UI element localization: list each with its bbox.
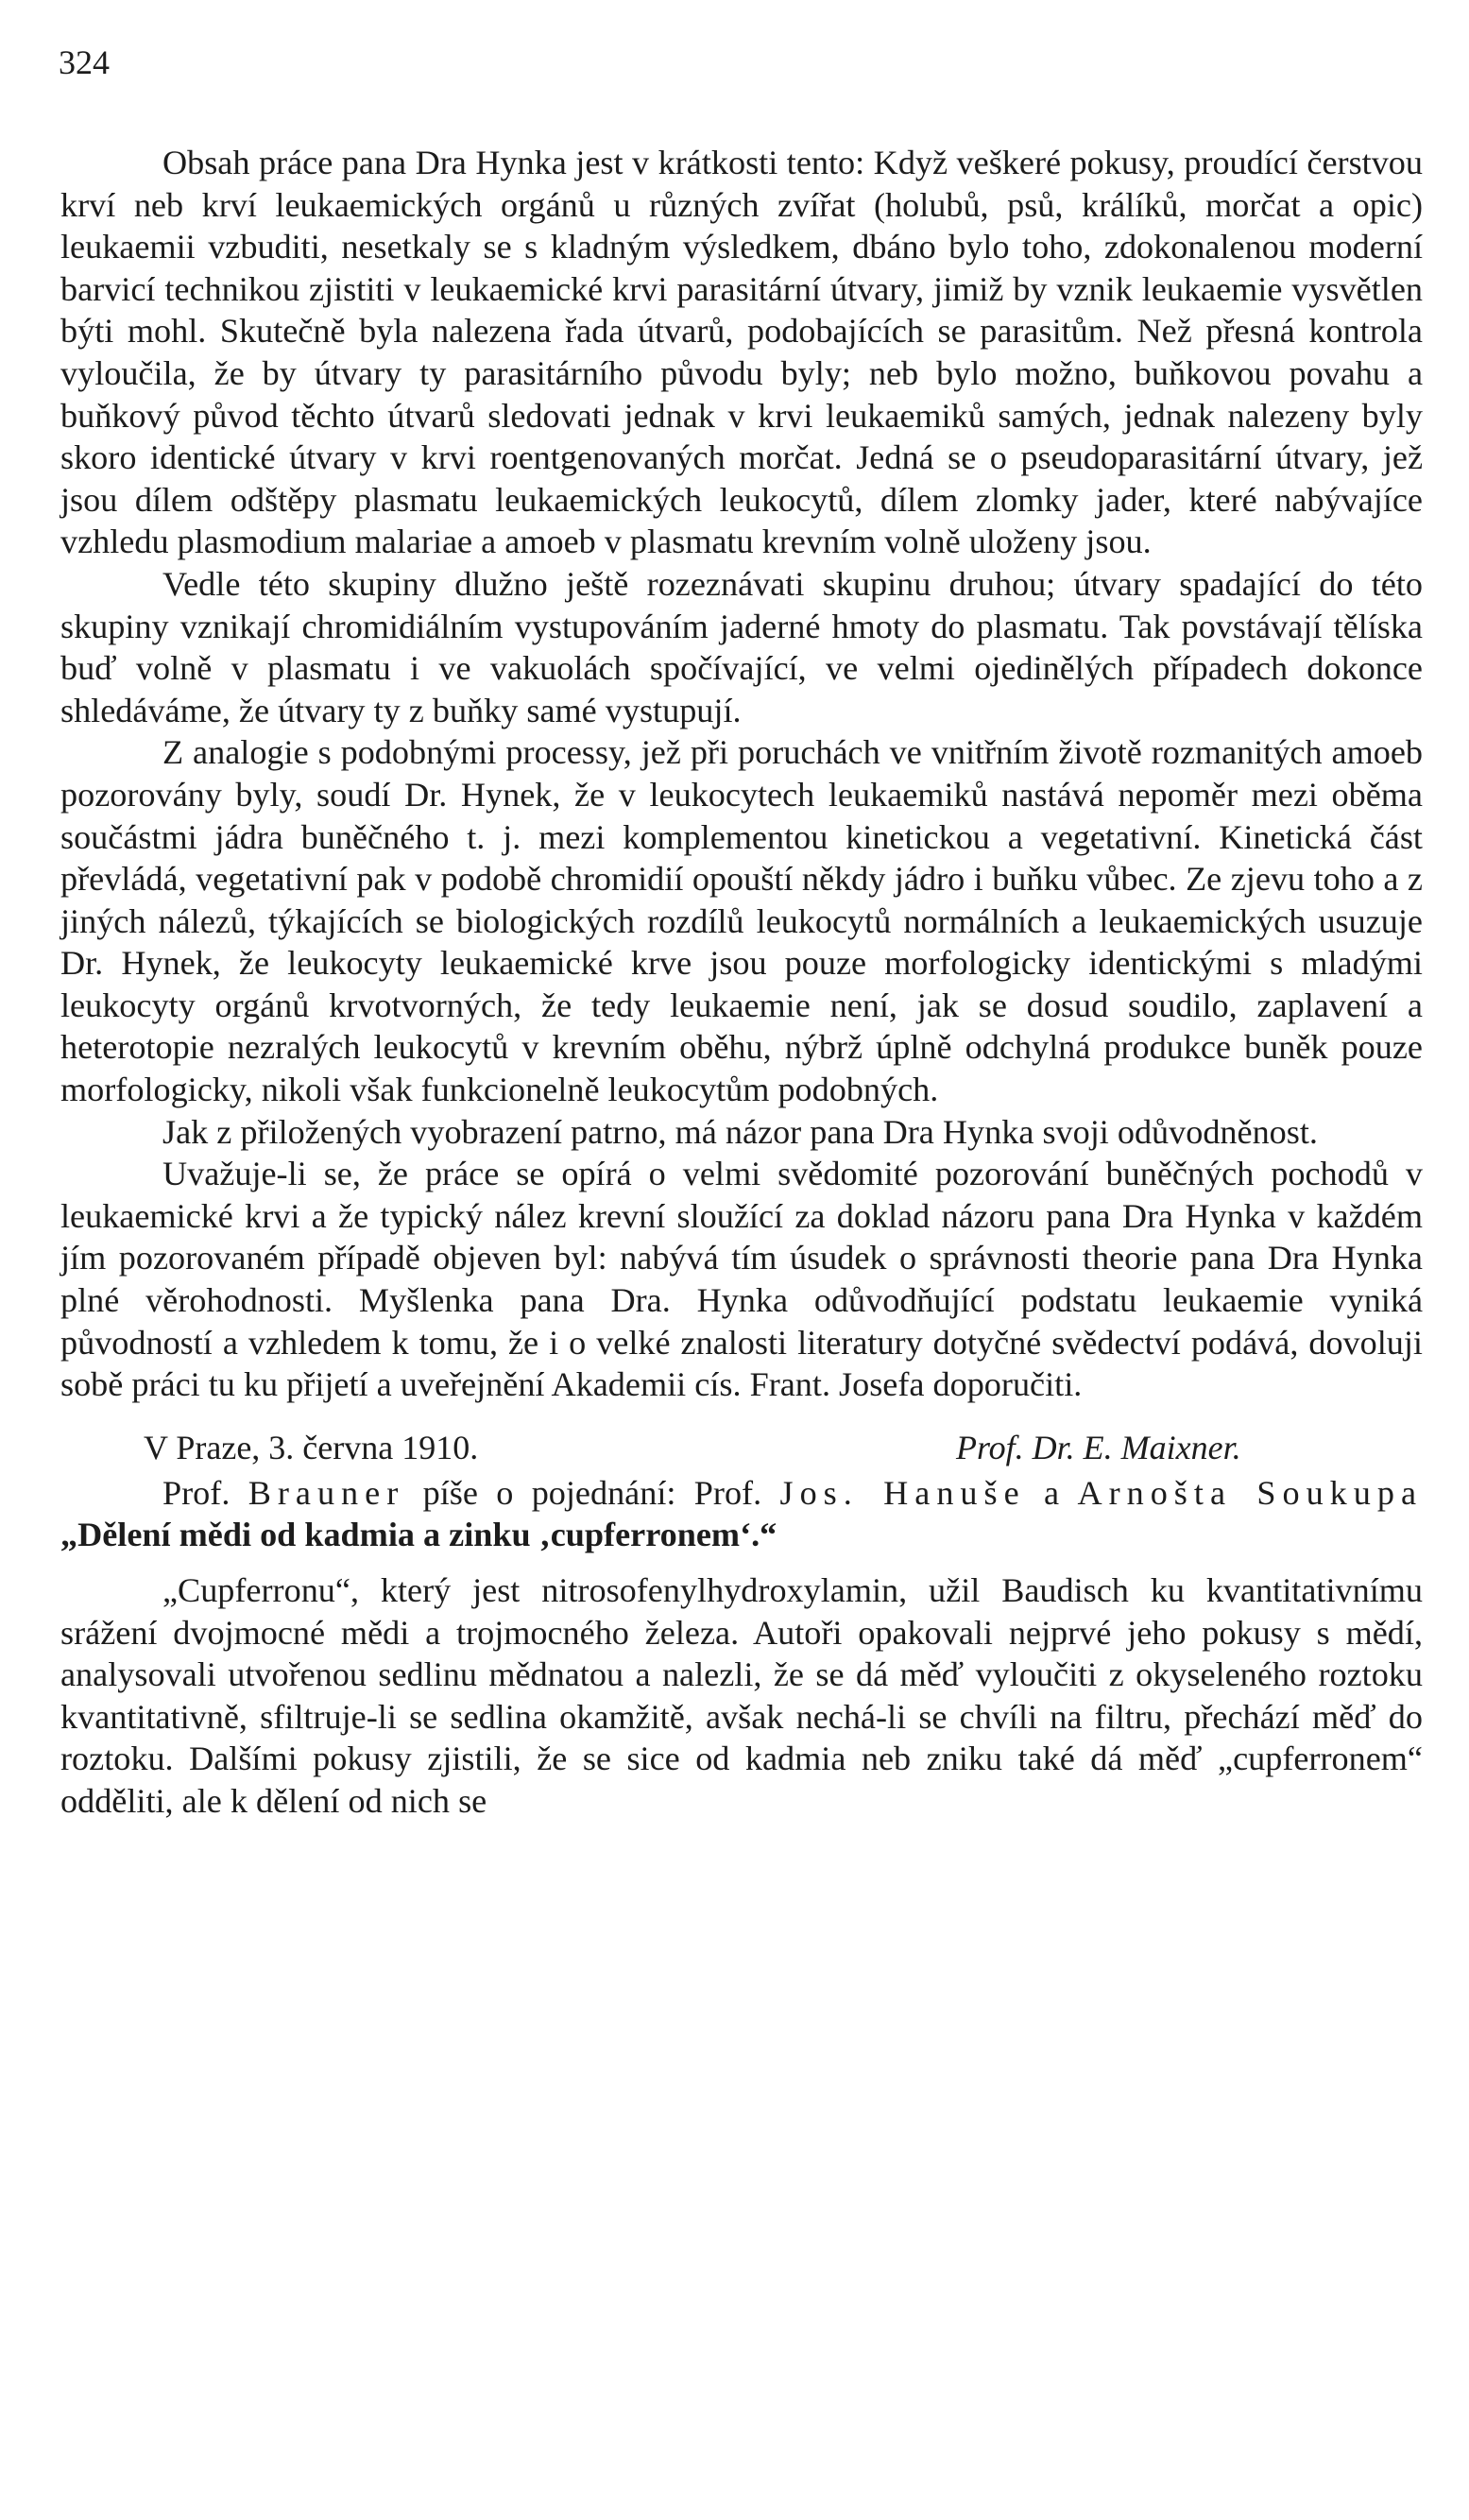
- report-paragraph-2: Vedle této skupiny dlužno ještě rozeznávati skupinu druhou; útvary spadající do této skupiny vznikají chromidiálním vystupováním jaderné hmoty do plasmatu. Tak povstávají tělíska buď volně v plasmatu i ve vakuolách spočívající, ve velmi ojedinělých případech dokonce shledáváme, že útvary ty z buňky samé vystupují.: [60, 564, 1423, 729]
- page-number: 324: [59, 43, 110, 81]
- conjunction: a: [1044, 1473, 1060, 1512]
- author-2: Arnošta Soukupa: [1077, 1473, 1424, 1512]
- report-paragraph-5: Uvažuje-li se, že práce se opírá o velmi svědomité pozorování buněčných pochodů v leukaemické krvi a že typický nález krevní sloužící za doklad názoru pana Dra Hynka v každém jím pozorovaném případě objeven byl: nabývá tím úsudek o správnosti theorie pana Dra Hynka plné věrohodnosti. Myšlenka pana Dra. Hynka odůvodňující podstatu leukaemie vyniká původností a vzhledem k tomu, že i o velké znalosti literatury dotyčné svědectví podává, dovoluji sobě práci tu ku přijetí a uveřejnění Akademii cís. Frant. Josefa doporučiti.: [60, 1155, 1423, 1404]
- report-paragraph-1: Obsah práce pana Dra Hynka jest v krátkosti tento: Když veškeré pokusy, proudící čerstvou krví neb krví leukaemických orgánů u různých zvířat (holubů, psů, králíků, morčat a opic) leukaemii vzbuditi, nesetkaly se s kladným výsledkem, dbáno bylo toho, zdokonalenou moderní barvicí technikou zjistiti v leukaemické krvi parasitární útvary, jimiž by vznik leukaemie vysvětlen býti mohl. Skutečně byla nalezena řada útvarů, podobajících se parasitům. Než přesná kontrola vyloučila, že by útvary ty parasitárního původu byly; neb bylo možno, buňkovou povahu a buňkový původ těchto útvarů sledovati jednak v krvi leukaemiků samých, jednak nalezeny byly skoro identické útvary v krvi roentgenovaných morčat. Jedná se o pseudoparasitární útvary, jež jsou dílem odštěpy plasmatu leukaemických leukocytů, dílem zlomky jader, které nabývajíce vzhledu plasmodium malariae a amoeb v plasmatu krevním volně uloženy jsou.: [60, 144, 1423, 561]
- paper-title: „Dělení mědi od kadmia a zinku ‚cupferronem‘.“: [60, 1516, 777, 1554]
- page-content: [60, 142, 1423, 1823]
- reviewer-name: Brauner: [248, 1473, 405, 1512]
- intro-text: píše o pojednání: Prof.: [422, 1473, 762, 1512]
- report-paragraph-3: Z analogie s podobnými processy, jež při poruchách ve vnitřním životě rozmanitých amoeb pozorovány byly, soudí Dr. Hynek, že v leukocytech leukaemiků nastává nepoměr mezi oběma součástmi jádra buněčného t. j. mezi komplementou kinetickou a vegetativní. Kinetická část převládá, vegetativní pak v podobě chromidií opouští někdy jádro i buňku vůbec. Ze zjevu toho a z jiných nálezů, týkajících se biologických rozdílů leukocytů normálních a leukaemických usuzuje Dr. Hynek, že leukocyty leukaemické krve jsou pouze morfologicky identickými s mladými leukocyty orgánů krvotvorných, že tedy leukaemie není, jak se dosud soudilo, zaplavení a heterotopie nezralých leukocytů v krevním oběhu, nýbrž úplně odchylná produkce buněk pouze morfologicky, nikoli však funkcionelně leukocytům podobných.: [60, 733, 1423, 1109]
- section2-paragraph: „Cupferronu“, který jest nitrosofenylhydroxylamin, užil Baudisch ku kvantitativnímu srážení dvojmocné mědi a trojmocného železa. Autoři opakovali nejprvé jeho pokusy s mědí, analysovali utvořenou sedlinu mědnatou a nalezli, že se dá měď vyloučiti z okyseleného roztoku kvantitativně, sfiltruje-li se sedlina okamžitě, avšak nechá-li se chvíli na filtru, přechází měď do roztoku. Dalšími pokusy zjistili, že se sice od kadmia neb zniku také dá měď „cupferronem“ odděliti, ale k dělení od nich se: [60, 1571, 1423, 1820]
- signer-name: Prof. Dr. E. Maixner.: [956, 1428, 1241, 1466]
- section-heading: [60, 1472, 1423, 1556]
- place-date: V Praze, 3. června 1910.: [144, 1428, 479, 1466]
- report-paragraph-4: Jak z přiložených vyobrazení patrno, má názor pana Dra Hynka svoji odůvodněnost.: [162, 1112, 1318, 1151]
- author-1: Jos. Hanuše: [779, 1473, 1026, 1512]
- signature-line: [60, 1427, 1423, 1472]
- intro-title: Prof.: [162, 1473, 231, 1512]
